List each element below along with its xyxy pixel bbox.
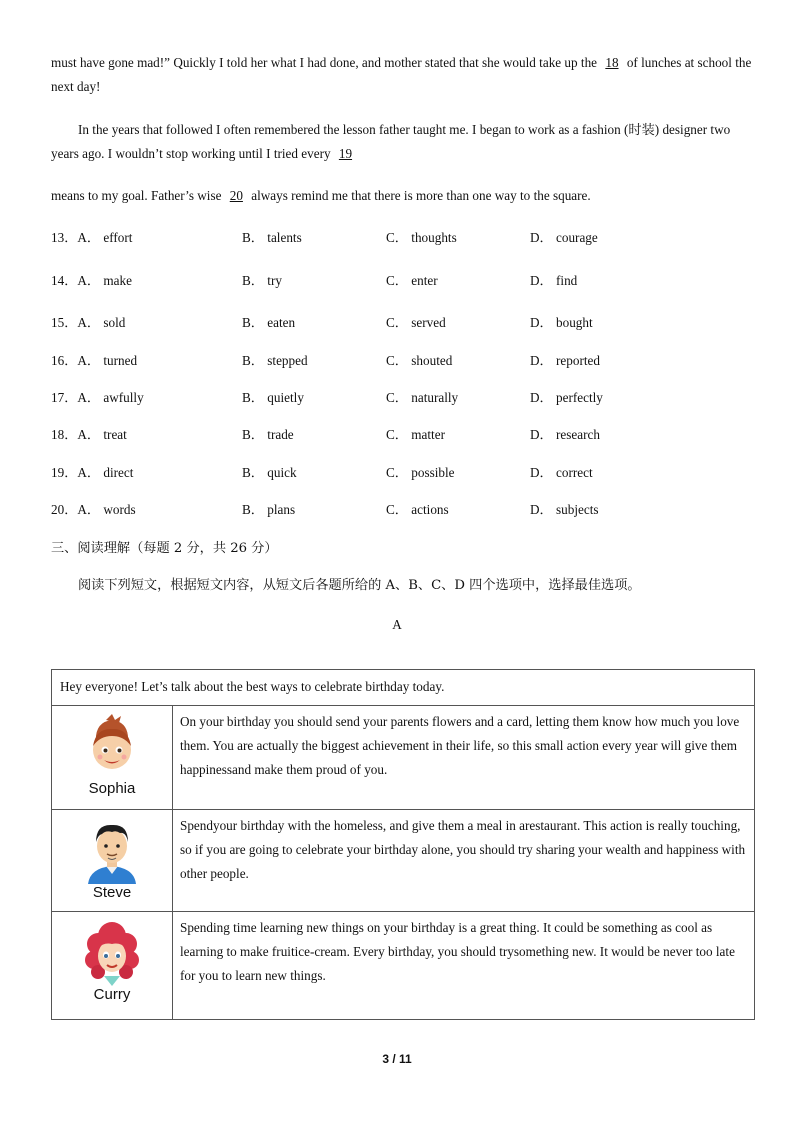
option-13-a: 13．A． effort [51, 230, 133, 245]
option-15-a: 15．A． sold [51, 315, 126, 330]
option-row-13 [51, 227, 757, 249]
option-20-c: C． actions [386, 502, 449, 517]
paragraph-2-text: In the years that followed I often remembered the lesson father taught me. I began to work as a fashion (时装) designer two years ago. I wouldn’t stop working until I tried every [51, 122, 731, 161]
curry-avatar-icon [82, 920, 142, 986]
option-13-d: D． courage [530, 230, 598, 245]
option-13-c: C． thoughts [386, 230, 457, 245]
option-row-14 [51, 270, 757, 292]
option-19-a: 19．A． direct [51, 465, 134, 480]
option-13-b: B． talents [242, 230, 302, 245]
option-19-b: B． quick [242, 465, 297, 480]
page-number: 3 / 11 [382, 1052, 412, 1066]
paragraph-3-text-post: always remind me that there is more than one way to the square. [251, 188, 591, 203]
option-14-a: 14．A． make [51, 273, 132, 288]
table-row [52, 810, 755, 912]
birthday-table [51, 669, 755, 1020]
sophia-avatar-icon [82, 714, 142, 780]
paragraph-1-text-post: of lunches at school the next day! [51, 55, 752, 94]
blank-19: 19 [338, 146, 353, 161]
steve-avatar-icon [82, 818, 142, 884]
person-name-steve: Steve [92, 884, 132, 901]
person-cell-curry [52, 912, 173, 1020]
option-row-18 [51, 424, 757, 446]
section-heading: 三、阅读理解（每题 2 分，共 26 分） [51, 541, 278, 556]
option-14-b: B． try [242, 273, 282, 288]
paragraph-1-text-pre: must have gone mad!” Quickly I told her what I had done, and mother stated that she would take up the [51, 55, 598, 70]
option-18-d: D． research [530, 427, 600, 442]
paragraph-3 [51, 184, 757, 208]
blank-20: 20 [229, 188, 243, 203]
option-16-d: D． reported [530, 353, 600, 368]
table-header-row [52, 670, 755, 706]
option-14-d: D． find [530, 273, 578, 288]
table-row [52, 706, 755, 810]
option-14-c: C． enter [386, 273, 438, 288]
option-row-15 [51, 312, 757, 334]
option-17-b: B． quietly [242, 390, 304, 405]
option-row-19 [51, 462, 757, 484]
option-17-c: C． naturally [386, 390, 459, 405]
blank-18: 18 [605, 55, 619, 70]
option-20-d: D． subjects [530, 502, 599, 517]
row-text-steve: Spendyour birthday with the homeless, and give them a meal in arestaurant. This action is really touching, so if you are going to celebrate your birthday alone, you should try sharing your wealth and happiness with other people. [173, 810, 755, 912]
option-18-a: 18．A． treat [51, 427, 127, 442]
option-15-b: B． eaten [242, 315, 296, 330]
person-cell-steve [52, 810, 173, 912]
table-row [52, 912, 755, 1020]
paragraph-3-text-pre: means to my goal. Father’s wise [51, 188, 222, 203]
option-row-20 [51, 499, 757, 521]
option-17-d: D． perfectly [530, 390, 603, 405]
option-16-a: 16．A． turned [51, 353, 138, 368]
option-17-a: 17．A． awfully [51, 390, 144, 405]
option-19-c: C． possible [386, 465, 455, 480]
option-18-b: B． trade [242, 427, 294, 442]
option-row-17 [51, 387, 757, 409]
table-header: Hey everyone! Let’s talk about the best ways to celebrate birthday today. [52, 670, 755, 706]
option-15-d: D． bought [530, 315, 593, 330]
option-20-b: B． plans [242, 502, 296, 517]
passage-label: A [392, 617, 402, 632]
option-15-c: C． served [386, 315, 446, 330]
option-20-a: 20．A． words [51, 502, 136, 517]
paragraph-1 [51, 51, 757, 99]
person-cell-sophia [52, 706, 173, 810]
option-16-b: B． stepped [242, 353, 308, 368]
option-18-c: C． matter [386, 427, 445, 442]
person-name-curry: Curry [93, 986, 131, 1003]
option-row-16 [51, 350, 757, 372]
row-text-curry: Spending time learning new things on your birthday is a great thing. It could be something as cool as learning to make fruitice-cream. Every birthday, you should trysomething new. It would be never too late for you to learn new things. [173, 912, 755, 1020]
option-19-d: D． correct [530, 465, 593, 480]
paragraph-2 [51, 118, 757, 166]
person-name-sophia: Sophia [88, 780, 136, 797]
instructions: 阅读下列短文，根据短文内容，从短文后各题所给的 A、B、C、D 四个选项中，选择最佳选项。 [78, 578, 641, 593]
option-16-c: C． shouted [386, 353, 453, 368]
row-text-sophia: On your birthday you should send your parents flowers and a card, letting them know how much you love them. You are actually the biggest achievement in their life, so this small action every year will give them happinessand make them proud of you. [173, 706, 755, 810]
